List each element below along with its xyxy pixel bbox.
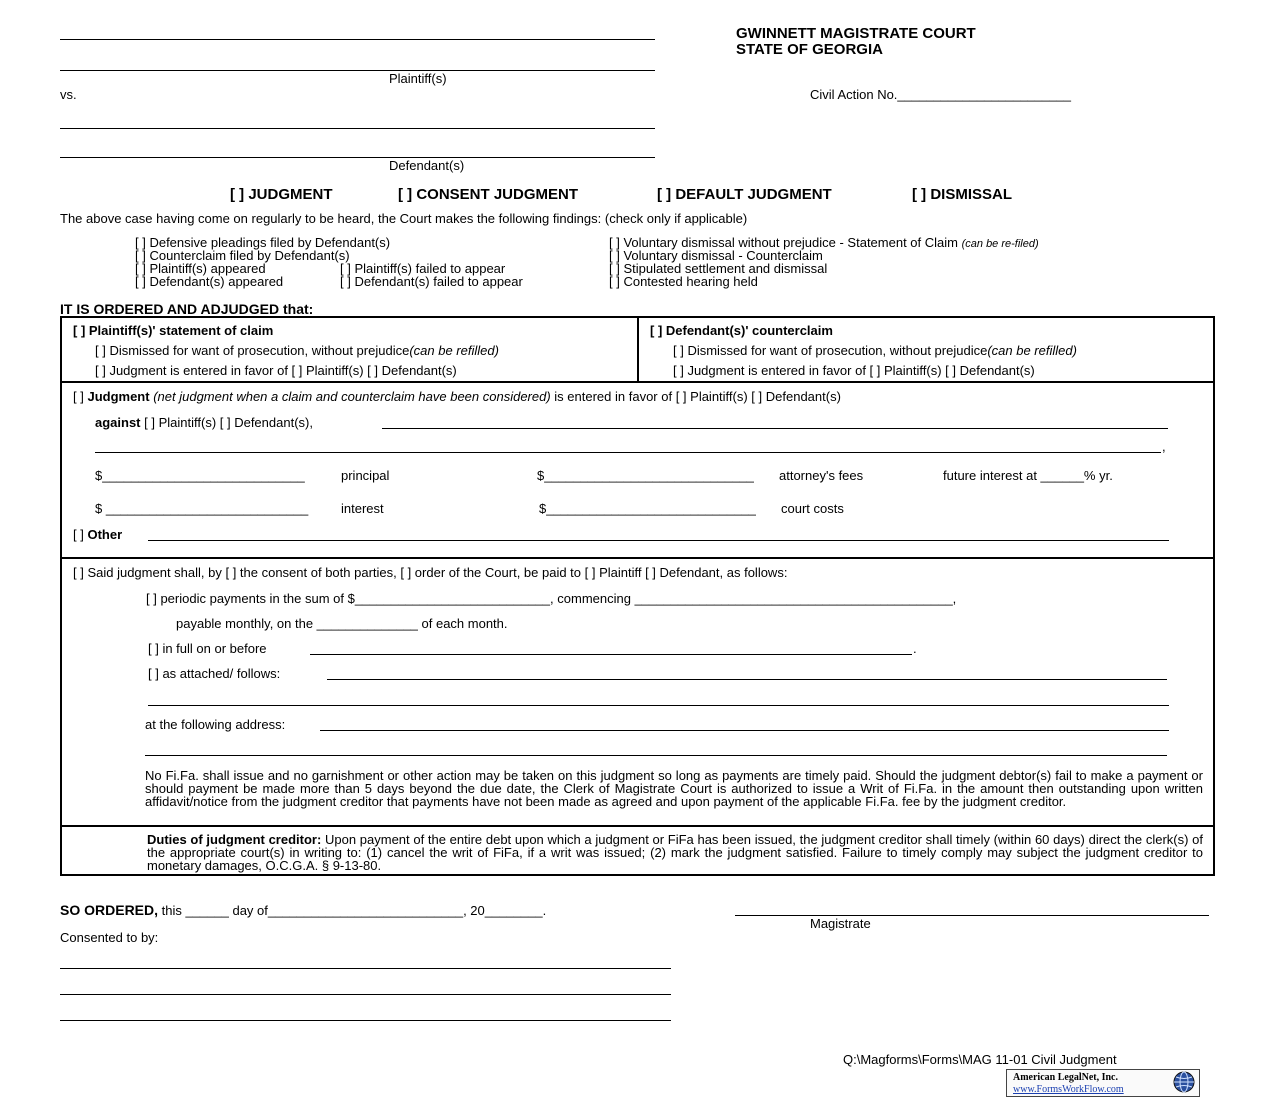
other-label: Other <box>87 527 123 542</box>
plaintiff-claim-dismissed[interactable] <box>95 344 499 357</box>
finding-plaintiff-failed[interactable]: [ ] Plaintiff(s) failed to appear <box>340 261 506 276</box>
claim-divider <box>637 316 639 383</box>
defendant-counterclaim-dismissed-text: [ ] Dismissed for want of prosecution, without prejudice <box>673 343 988 358</box>
attached-option[interactable]: [ ] as attached/ follows: <box>148 666 281 681</box>
court-name: GWINNETT MAGISTRATE COURT <box>736 25 976 42</box>
magistrate-label: Magistrate <box>810 916 871 931</box>
finding-plaintiff-appeared[interactable]: [ ] Plaintiff(s) appeared <box>135 261 266 276</box>
so-ordered-line[interactable] <box>60 904 546 917</box>
vs-label: vs. <box>60 87 77 102</box>
net-judgment-line[interactable] <box>73 390 841 403</box>
other-text-line[interactable] <box>148 540 1169 541</box>
plaintiff-claim-refile-note: (can be refilled) <box>409 343 499 358</box>
form-path: Q:\Magforms\Forms\MAG 11-01 Civil Judgment <box>843 1052 1117 1067</box>
principal-label: principal <box>341 468 390 483</box>
consent-line-2[interactable] <box>60 994 671 995</box>
consent-line-3[interactable] <box>60 1020 671 1021</box>
plaintiff-label: Plaintiff(s) <box>389 71 447 86</box>
plaintiff-line-1[interactable] <box>60 39 655 40</box>
net-judgment-note: (net judgment when a claim and counterclaim have been considered) <box>153 389 551 404</box>
consent-line-1[interactable] <box>60 968 671 969</box>
finding-defendant-failed[interactable]: [ ] Defendant(s) failed to appear <box>340 274 523 289</box>
duties-label: Duties of judgment creditor: <box>147 832 322 847</box>
globe-icon <box>1173 1071 1195 1093</box>
address-line-1[interactable] <box>320 730 1169 731</box>
finding-contested-hearing[interactable]: [ ] Contested hearing held <box>609 274 758 289</box>
defendant-counterclaim-refile-note: (can be refilled) <box>987 343 1077 358</box>
consented-label: Consented to by: <box>60 930 159 945</box>
payable-monthly[interactable]: payable monthly, on the ______________ of each month. <box>176 616 508 631</box>
finding-refile-note: (can be re-filed) <box>961 238 1039 250</box>
against-line <box>95 416 313 429</box>
against-parties[interactable]: [ ] Plaintiff(s) [ ] Defendant(s), <box>144 415 313 430</box>
attached-line-1[interactable] <box>327 679 1167 680</box>
plaintiff-claim-judgment[interactable]: [ ] Judgment is entered in favor of [ ] Plaintiff(s) [ ] Defendant(s) <box>95 363 457 378</box>
fifa-notice: No Fi.Fa. shall issue and no garnishment or other action may be taken on this judgment so long as payments are timely paid. Should the judgment debtor(s) fail to make a payment or should payment be made more than 5 days beyond the due date, the Clerk of Magistrate Court is authorized to issue a Writ of Fi.Fa. in the amount then outstanding upon written affidavit/notice from the judgment creditor that payments have not been made as agreed and upon payment of the applicable Fi.Fa. fee by the judgment creditor. <box>145 768 1203 809</box>
defendant-counterclaim-dismissed[interactable] <box>673 344 1077 357</box>
finding-voluntary-dismissal-counterclaim[interactable]: [ ] Voluntary dismissal - Counterclaim <box>609 248 823 263</box>
plaintiff-claim-dismissed-text: [ ] Dismissed for want of prosecution, without prejudice <box>95 343 410 358</box>
plaintiff-line-2[interactable] <box>60 70 655 71</box>
in-full-date-line[interactable] <box>310 654 912 655</box>
civil-action-number[interactable]: Civil Action No.________________________ <box>810 87 1071 102</box>
against-name-line[interactable] <box>382 428 1168 429</box>
periodic-payments[interactable]: [ ] periodic payments in the sum of $___________________________, commencing ____________________________________________, <box>146 591 957 606</box>
finding-voluntary-dismissal-claim-text: [ ] Voluntary dismissal without prejudice - Statement of Claim <box>609 235 958 250</box>
attorney-fees-amount[interactable]: $_____________________________ <box>537 468 754 483</box>
finding-stipulated-settlement[interactable]: [ ] Stipulated settlement and dismissal <box>609 261 828 276</box>
address-line-2[interactable] <box>145 755 1167 756</box>
defendant-line-1[interactable] <box>60 128 655 129</box>
americanlegalnet-logo[interactable] <box>1006 1069 1200 1097</box>
ordered-heading: IT IS ORDERED AND ADJUDGED that: <box>60 301 314 317</box>
type-judgment[interactable]: [ ] JUDGMENT <box>230 186 333 203</box>
magistrate-signature-line[interactable] <box>735 915 1209 916</box>
findings-intro: The above case having come on regularly to be heard, the Court makes the following findings: (check only if applicable) <box>60 211 748 226</box>
defendant-counterclaim-title[interactable]: [ ] Defendant(s)' counterclaim <box>650 323 833 338</box>
against-label: against <box>95 415 141 430</box>
against-name-line-2[interactable] <box>95 452 1161 453</box>
so-ordered-date[interactable]: this ______ day of___________________________, 20________. <box>158 903 547 918</box>
defendant-label: Defendant(s) <box>389 158 465 173</box>
payment-intro[interactable]: [ ] Said judgment shall, by [ ] the consent of both parties, [ ] order of the Court, be paid to [ ] Plaintiff [ ] Defendant, as follows: <box>73 565 788 580</box>
in-full-option[interactable]: [ ] in full on or before <box>148 641 267 656</box>
court-costs-label: court costs <box>781 501 844 516</box>
logo-url[interactable]: www.FormsWorkFlow.com <box>1013 1084 1124 1095</box>
duties-text <box>147 833 1203 872</box>
so-ordered-label: SO ORDERED, <box>60 902 159 918</box>
principal-amount[interactable]: $____________________________ <box>95 468 305 483</box>
attached-line-2[interactable] <box>148 705 1169 706</box>
address-label: at the following address: <box>145 717 286 732</box>
against-comma: , <box>1162 439 1166 454</box>
logo-company-name: American LegalNet, Inc. <box>1013 1072 1118 1083</box>
defendant-counterclaim-judgment[interactable]: [ ] Judgment is entered in favor of [ ] Plaintiff(s) [ ] Defendant(s) <box>673 363 1035 378</box>
net-judgment-check[interactable]: [ ] <box>73 389 84 404</box>
interest-label: interest <box>341 501 384 516</box>
defendant-line-2[interactable] <box>60 157 655 158</box>
type-default-judgment[interactable]: [ ] DEFAULT JUDGMENT <box>657 186 832 203</box>
court-costs-amount[interactable]: $_____________________________ <box>539 501 756 516</box>
duties-body: Upon payment of the entire debt upon which a judgment or FiFa has been issued, the judgment creditor shall timely (within 60 days) direct the clerk(s) of the appropriate court(s) in writing to: (1) cancel the writ of FiFa, if a writ was issued; (2) mark the judgment satisfied. Failure to timely comply may subject the judgment creditor to monetary damages, O.C.G.A. § 9-13-80. <box>147 832 1203 873</box>
net-judgment-label: Judgment <box>87 389 150 404</box>
net-judgment-favor: is entered in favor of [ ] Plaintiff(s) [ ] Defendant(s) <box>554 389 841 404</box>
attorney-fees-label: attorney's fees <box>779 468 864 483</box>
finding-counterclaim-filed[interactable]: [ ] Counterclaim filed by Defendant(s) <box>135 248 350 263</box>
in-full-period: . <box>913 641 917 656</box>
other-line[interactable] <box>73 528 122 541</box>
plaintiff-claim-title[interactable]: [ ] Plaintiff(s)' statement of claim <box>73 323 274 338</box>
finding-defendant-appeared[interactable]: [ ] Defendant(s) appeared <box>135 274 284 289</box>
type-dismissal[interactable]: [ ] DISMISSAL <box>912 186 1012 203</box>
type-consent-judgment[interactable]: [ ] CONSENT JUDGMENT <box>398 186 578 203</box>
other-check[interactable]: [ ] <box>73 527 84 542</box>
future-interest[interactable]: future interest at ______% yr. <box>943 468 1113 483</box>
finding-defensive-pleadings[interactable]: [ ] Defensive pleadings filed by Defendant(s) <box>135 235 391 250</box>
court-state: STATE OF GEORGIA <box>736 41 883 58</box>
interest-amount[interactable]: $ ____________________________ <box>95 501 309 516</box>
